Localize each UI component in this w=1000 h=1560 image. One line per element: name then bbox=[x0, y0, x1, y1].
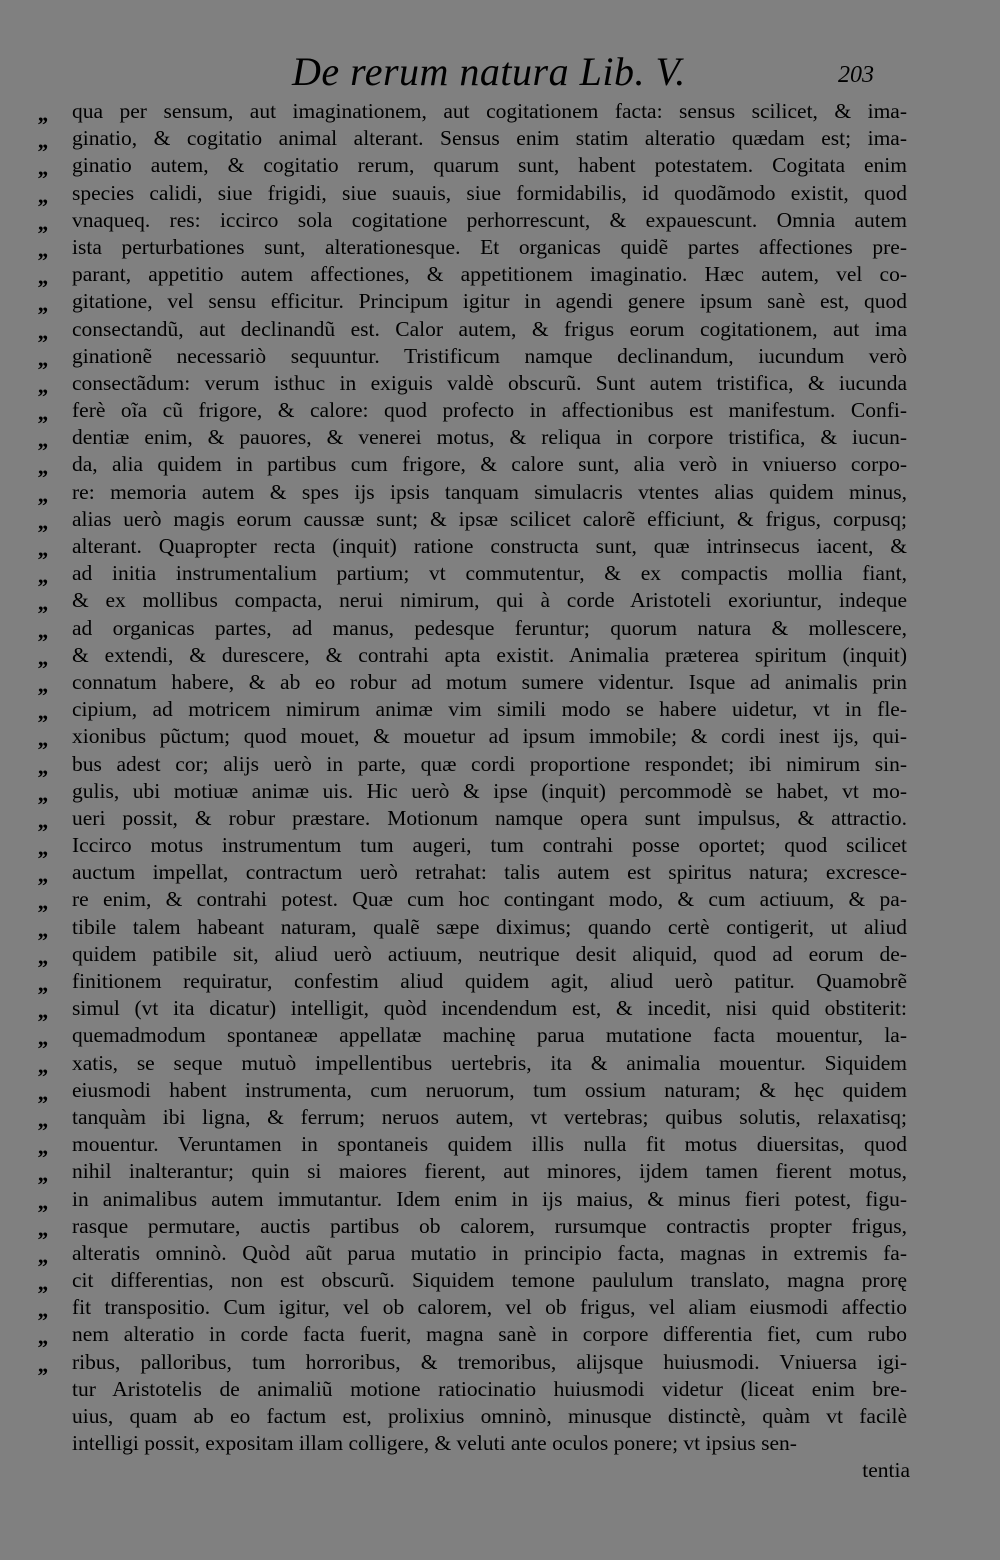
text-line bbox=[0, 1104, 1000, 1131]
text-line bbox=[0, 451, 1000, 478]
body-text bbox=[0, 98, 1000, 1485]
line-text: consectãdum: verum isthuc in exiguis valdè obscurũ. Sunt autem tristifica, & iucunda bbox=[72, 370, 907, 395]
quotation-marker: ,, bbox=[38, 971, 47, 996]
text-line bbox=[0, 914, 1000, 941]
text-line bbox=[0, 968, 1000, 995]
line-text: dentiæ enim, & pauores, & venerei motus, & reliqua in corpore tristifica, & iucun- bbox=[72, 425, 907, 450]
line-text: ribus, palloribus, tum horroribus, & tremoribus, alijsque huiusmodi. Vniuersa igi- bbox=[72, 1349, 907, 1374]
line-text: tibile talem habeant naturam, qualẽ sæpe diximus; quando certè contigerit, ut aliud bbox=[72, 914, 907, 939]
text-line bbox=[0, 995, 1000, 1022]
quotation-marker: ,, bbox=[38, 590, 47, 616]
text-line bbox=[0, 1294, 1000, 1321]
quotation-marker: ,, bbox=[38, 916, 47, 942]
line-text: alteratis omninò. Quòd aũt parua mutatio in principio facta, magnas in extremis fa- bbox=[72, 1240, 907, 1265]
line-text: bus adest cor; alijs uerò in parte, quæ cordi proportione respondet; ibi nimirum sin- bbox=[72, 751, 907, 776]
text-line bbox=[0, 805, 1000, 832]
quotation-marker: ,, bbox=[38, 1324, 47, 1350]
quotation-marker: ,, bbox=[38, 128, 47, 154]
line-text: ginationẽ necessariò sequuntur. Tristificum namque declinandum, iucundum verò bbox=[72, 343, 907, 368]
line-text: cipium, ad motricem nimirum animæ vim simili modo se habere uidetur, vt in fle- bbox=[72, 697, 907, 722]
line-text: tur Aristotelis de animaliũ motione ratiocinatio huiusmodi videtur (liceat enim bre- bbox=[72, 1376, 907, 1401]
quotation-marker: ,, bbox=[38, 671, 47, 697]
line-text: ista perturbationes sunt, alterationesque. Et organicas quidẽ partes affectiones pre- bbox=[72, 234, 907, 259]
quotation-marker: ,, bbox=[38, 1025, 47, 1051]
line-text: fit transpositio. Cum igitur, vel ob calorem, vel ob frigus, vel aliam eiusmodi affectio bbox=[72, 1295, 907, 1320]
line-text: ad initia instrumentalium partium; vt commutentur, & ex compactis mollia fiant, bbox=[72, 561, 907, 586]
quotation-marker: ,, bbox=[38, 835, 47, 861]
line-text: da, alia quidem in partibus cum frigore, & calore sunt, alia verò in vniuerso corpo- bbox=[72, 452, 907, 477]
text-line bbox=[0, 1186, 1000, 1213]
quotation-marker: ,, bbox=[38, 1052, 47, 1078]
line-text: re: memoria autem & spes ijs ipsis tanquam simulacris vtentes alias quidem minus, bbox=[72, 479, 907, 504]
text-line bbox=[0, 261, 1000, 288]
quotation-marker: ,, bbox=[38, 617, 47, 643]
text-line bbox=[0, 180, 1000, 207]
quotation-marker: ,, bbox=[38, 345, 47, 371]
quotation-marker: ,, bbox=[38, 1106, 47, 1132]
text-line bbox=[0, 234, 1000, 261]
line-text: tanquàm ibi ligna, & ferrum; neruos autem, vt vertebras; quibus solutis, relaxatisq; bbox=[72, 1104, 907, 1129]
text-line bbox=[0, 343, 1000, 370]
line-text: ginatio autem, & cogitatio rerum, quarum sunt, habent potestatem. Cogitata enim bbox=[72, 153, 907, 178]
text-line bbox=[0, 832, 1000, 859]
text-line bbox=[0, 642, 1000, 669]
text-line bbox=[0, 1158, 1000, 1185]
line-text: connatum habere, & ab eo robur ad motum sumere videntur. Isque ad animalis prin bbox=[72, 669, 907, 694]
text-line bbox=[0, 886, 1000, 913]
text-line bbox=[0, 1213, 1000, 1240]
line-text: vnaqueq. res: iccirco sola cogitatione perhorrescunt, & expauescunt. Omnia autem bbox=[72, 207, 907, 232]
text-line bbox=[0, 751, 1000, 778]
quotation-marker: ,, bbox=[38, 182, 47, 208]
text-line bbox=[0, 397, 1000, 424]
line-text: quemadmodum spontaneæ appellatæ machinę parua mutatione facta mouentur, la- bbox=[72, 1023, 907, 1048]
line-text: qua per sensum, aut imaginationem, aut cogitationem facta: sensus scilicet, & ima- bbox=[72, 99, 907, 123]
text-line bbox=[0, 316, 1000, 343]
line-text: parant, appetitio autem affectiones, & appetitionem imaginatio. Hæc autem, vel co- bbox=[72, 262, 907, 287]
text-line bbox=[0, 1077, 1000, 1104]
text-line bbox=[0, 941, 1000, 968]
quotation-marker: ,, bbox=[38, 291, 47, 317]
text-line bbox=[0, 152, 1000, 179]
quotation-marker: ,, bbox=[38, 508, 47, 534]
line-text: & extendi, & durescere, & contrahi apta existit. Animalia præterea spiritum (inquit) bbox=[72, 642, 907, 667]
text-line bbox=[0, 615, 1000, 642]
line-text: uius, quam ab eo factum est, prolixius omninò, minusque distinctè, quàm vt facilè bbox=[72, 1404, 907, 1428]
quotation-marker: ,, bbox=[38, 1161, 47, 1187]
quotation-marker: ,, bbox=[38, 943, 47, 969]
text-line bbox=[0, 1022, 1000, 1049]
line-text: eiusmodi habent instrumenta, cum neruorum, tum ossium naturam; & hęc quidem bbox=[72, 1077, 907, 1102]
text-line bbox=[0, 370, 1000, 397]
text-line bbox=[0, 125, 1000, 152]
catchword-line bbox=[0, 1457, 1000, 1484]
page-number: 203 bbox=[838, 62, 874, 88]
text-line bbox=[0, 1430, 1000, 1457]
line-text: species calidi, siue frigidi, siue suauis, siue formidabilis, id quodãmodo existit, quod bbox=[72, 180, 907, 205]
quotation-marker: ,, bbox=[38, 372, 47, 398]
text-line bbox=[0, 1050, 1000, 1077]
line-text: consectandũ, aut declinandũ est. Calor autem, & frigus eorum cogitationem, aut ima bbox=[72, 316, 907, 341]
quotation-marker: ,, bbox=[38, 427, 47, 453]
quotation-marker: ,, bbox=[38, 862, 47, 888]
line-text: in animalibus autem immutantur. Idem enim in ijs maius, & minus fieri potest, figu- bbox=[72, 1186, 907, 1211]
text-line bbox=[0, 1240, 1000, 1267]
line-text: gulis, ubi motiuæ animæ uis. Hic uerò & ipse (inquit) percommodè se habet, vt mo- bbox=[72, 778, 907, 803]
running-title: De rerum natura Lib. V. bbox=[292, 49, 686, 94]
line-text: finitionem requiratur, confestim aliud quidem agit, aliud uerò patitur. Quamobrẽ bbox=[72, 969, 907, 993]
text-line bbox=[0, 778, 1000, 805]
text-line bbox=[0, 98, 1000, 125]
text-line bbox=[0, 1267, 1000, 1294]
quotation-marker: ,, bbox=[38, 1079, 47, 1105]
quotation-marker: ,, bbox=[38, 1134, 47, 1160]
text-line bbox=[0, 669, 1000, 696]
line-text: rasque permutare, auctis partibus ob calorem, rursumque contractis propter frigus, bbox=[72, 1213, 907, 1238]
text-line bbox=[0, 1321, 1000, 1348]
quotation-marker: ,, bbox=[38, 1297, 47, 1323]
line-text: intelligi possit, expositam illam colligere, & veluti ante oculos ponere; vt ipsius sen- bbox=[72, 1431, 797, 1456]
quotation-marker: ,, bbox=[38, 699, 47, 725]
quotation-marker: ,, bbox=[38, 889, 47, 915]
text-line bbox=[0, 1131, 1000, 1158]
quotation-marker: ,, bbox=[38, 481, 47, 507]
text-line bbox=[0, 207, 1000, 234]
text-line bbox=[0, 1376, 1000, 1403]
text-line bbox=[0, 859, 1000, 886]
line-text: simul (vt ita dicatur) intelligit, quòd incendendum est, & incedit, nisi quid obstiterit: bbox=[72, 996, 907, 1021]
line-text: nem alteratio in corde facta fuerit, magna sanè in corpore differentia fiet, cum rubo bbox=[72, 1322, 907, 1347]
line-text: auctum impellat, contractum uerò retrahat: talis autem est spiritus natura; excresce- bbox=[72, 860, 907, 885]
line-text: quidem patibile sit, aliud uerò actiuum, neutrique desit aliquid, quod ad eorum de- bbox=[72, 941, 907, 966]
quotation-marker: ,, bbox=[38, 318, 47, 344]
text-line bbox=[0, 587, 1000, 614]
text-line bbox=[0, 288, 1000, 315]
quotation-marker: ,, bbox=[38, 536, 47, 561]
line-text: alias uerò magis eorum caussæ sunt; & ipsæ scilicet calorẽ efficiunt, & frigus, corpusq; bbox=[72, 506, 907, 531]
text-line bbox=[0, 533, 1000, 560]
text-line bbox=[0, 696, 1000, 723]
page-header bbox=[0, 48, 1000, 92]
text-line bbox=[0, 1349, 1000, 1376]
quotation-marker: ,, bbox=[38, 101, 47, 126]
quotation-marker: ,, bbox=[38, 998, 47, 1024]
quotation-marker: ,, bbox=[38, 644, 47, 670]
quotation-marker: ,, bbox=[38, 780, 47, 806]
text-line bbox=[0, 424, 1000, 451]
text-line bbox=[0, 479, 1000, 506]
line-text: nihil inalterantur; quin si maiores fierent, aut minores, ijdem tamen fierent motus, bbox=[72, 1159, 907, 1184]
quotation-marker: ,, bbox=[38, 807, 47, 833]
quotation-marker: ,, bbox=[38, 1215, 47, 1241]
catchword: tentia bbox=[862, 1458, 910, 1483]
line-text: gitatione, vel sensu efficitur. Principum igitur in agendi genere ipsum sanè est, quod bbox=[72, 289, 907, 314]
line-text: xatis, se seque mutuò impellentibus uertebris, ita & animalia mouentur. Siquidem bbox=[72, 1050, 907, 1075]
quotation-marker: ,, bbox=[38, 236, 47, 262]
quotation-marker: ,, bbox=[38, 1270, 47, 1296]
text-line bbox=[0, 1403, 1000, 1430]
quotation-marker: ,, bbox=[38, 753, 47, 779]
line-text: Iccirco motus instrumentum tum augeri, tum contrahi posse oportet; quod scilicet bbox=[72, 833, 907, 858]
quotation-marker: ,, bbox=[38, 1188, 47, 1214]
quotation-marker: ,, bbox=[38, 726, 47, 752]
quotation-marker: ,, bbox=[38, 454, 47, 480]
quotation-marker: ,, bbox=[38, 264, 47, 290]
quotation-marker: ,, bbox=[38, 400, 47, 426]
line-text: & ex mollibus compacta, nerui nimirum, qui à corde Aristoteli exoriuntur, indeque bbox=[72, 588, 907, 613]
quotation-marker: ,, bbox=[38, 1242, 47, 1268]
quotation-marker: ,, bbox=[38, 563, 47, 589]
line-text: ferè oĩa cũ frigore, & calore: quod profecto in affectionibus est manifestum. Confi- bbox=[72, 398, 907, 423]
quotation-marker: ,, bbox=[38, 155, 47, 181]
line-text: ginatio, & cogitatio animal alterant. Sensus enim statim alteratio quædam est; ima- bbox=[72, 126, 907, 151]
quotation-marker: ,, bbox=[38, 209, 47, 235]
line-text: mouentur. Veruntamen in spontaneis quidem illis nulla fit motus diuersitas, quod bbox=[72, 1132, 907, 1157]
text-line bbox=[0, 506, 1000, 533]
line-text: xionibus pũctum; quod mouet, & mouetur ad ipsum immobile; & cordi inest ijs, qui- bbox=[72, 724, 907, 749]
line-text: alterant. Quapropter recta (inquit) ratione constructa sunt, quæ intrinsecus iacent, & bbox=[72, 534, 907, 558]
line-text: ad organicas partes, ad manus, pedesque feruntur; quorum natura & mollescere, bbox=[72, 615, 907, 640]
line-text: cit differentias, non est obscurũ. Siquidem temone paululum translato, magna prorę bbox=[72, 1268, 907, 1293]
text-line bbox=[0, 560, 1000, 587]
text-line bbox=[0, 723, 1000, 750]
line-text: ueri possit, & robur præstare. Motionum namque opera sunt impulsus, & attractio. bbox=[72, 805, 907, 830]
quotation-marker: ,, bbox=[38, 1351, 47, 1377]
line-text: re enim, & contrahi potest. Quæ cum hoc contingant modo, & cum actiuum, & pa- bbox=[72, 887, 907, 912]
